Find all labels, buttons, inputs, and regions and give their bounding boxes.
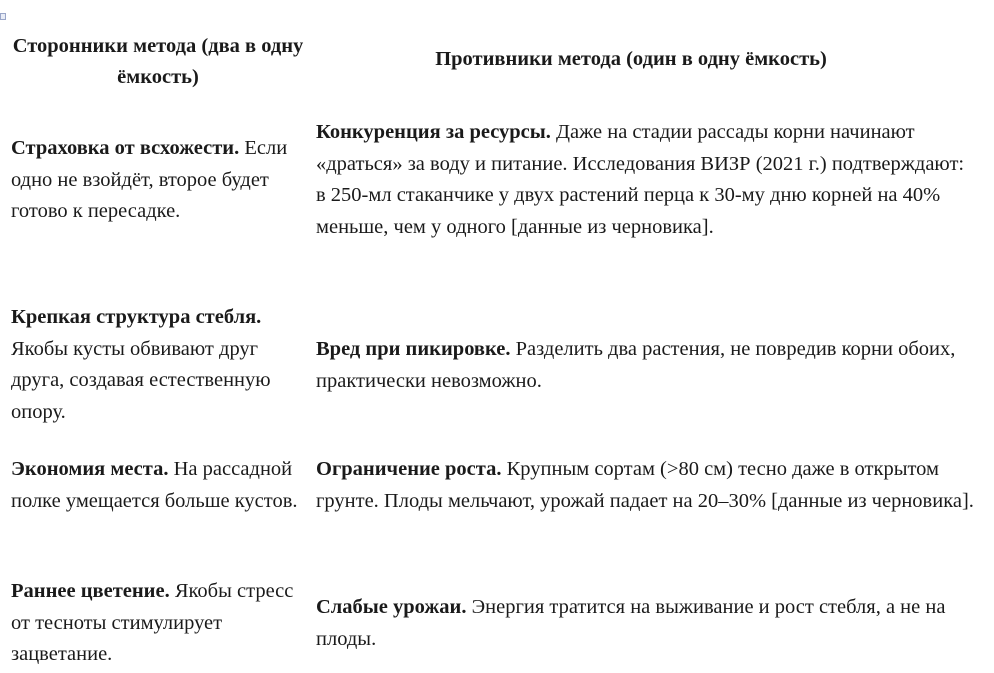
pro-cell xyxy=(11,133,307,228)
pro-term: Страховка от всхожести. xyxy=(11,137,240,159)
pro-term: Раннее цветение. xyxy=(11,580,170,602)
con-term: Вред при пикировке. xyxy=(316,338,511,360)
pro-cell xyxy=(11,576,307,671)
con-term: Конкуренция за ресурсы. xyxy=(316,121,551,143)
con-text: Крупным сортам (>80 см) тесно даже в открытом грунте. Плоды мельчают, урожай падает на 20–30% [данные из черновика]. xyxy=(316,458,974,512)
pro-text: Якобы кусты обвивают друг друга, создавая естественную опору. xyxy=(11,337,271,423)
con-term: Ограничение роста. xyxy=(316,458,502,480)
con-text: Разделить два растения, не повредив корни обоих, практически невозможно. xyxy=(316,338,956,392)
header-con: Противники метода (один в одну ёмкость) xyxy=(435,48,827,70)
pro-text: Если одно не взойдёт, второе будет готово к пересадке. xyxy=(11,137,288,222)
con-cell xyxy=(316,592,976,655)
con-term: Слабые урожаи. xyxy=(316,596,467,618)
con-cell xyxy=(316,334,976,397)
pro-text: Якобы стресс от тесноты стимулирует зацветание. xyxy=(11,580,294,665)
con-cell xyxy=(316,117,976,243)
header-pro: Сторонники метода (два в одну ёмкость) xyxy=(12,35,304,88)
pro-term: Экономия места. xyxy=(11,458,169,480)
con-cell xyxy=(316,454,976,517)
pro-cell xyxy=(11,302,307,428)
pro-term: Крепкая структура стебля. xyxy=(11,306,262,328)
pro-cell xyxy=(11,454,307,517)
pro-text: На рассадной полке умещается больше кустов. xyxy=(11,458,298,512)
con-text: Даже на стадии рассады корни начинают «драться» за воду и питание. Исследования ВИЗР (2021 г.) подтверждают: в 250-мл стаканчике у двух растений перца к 30-му дню корней на 40% меньше, чем у одного [данные из черновика]. xyxy=(316,121,965,238)
table-anchor-icon xyxy=(0,13,6,20)
con-text: Энергия тратится на выживание и рост стебля, а не на плоды. xyxy=(316,596,946,650)
